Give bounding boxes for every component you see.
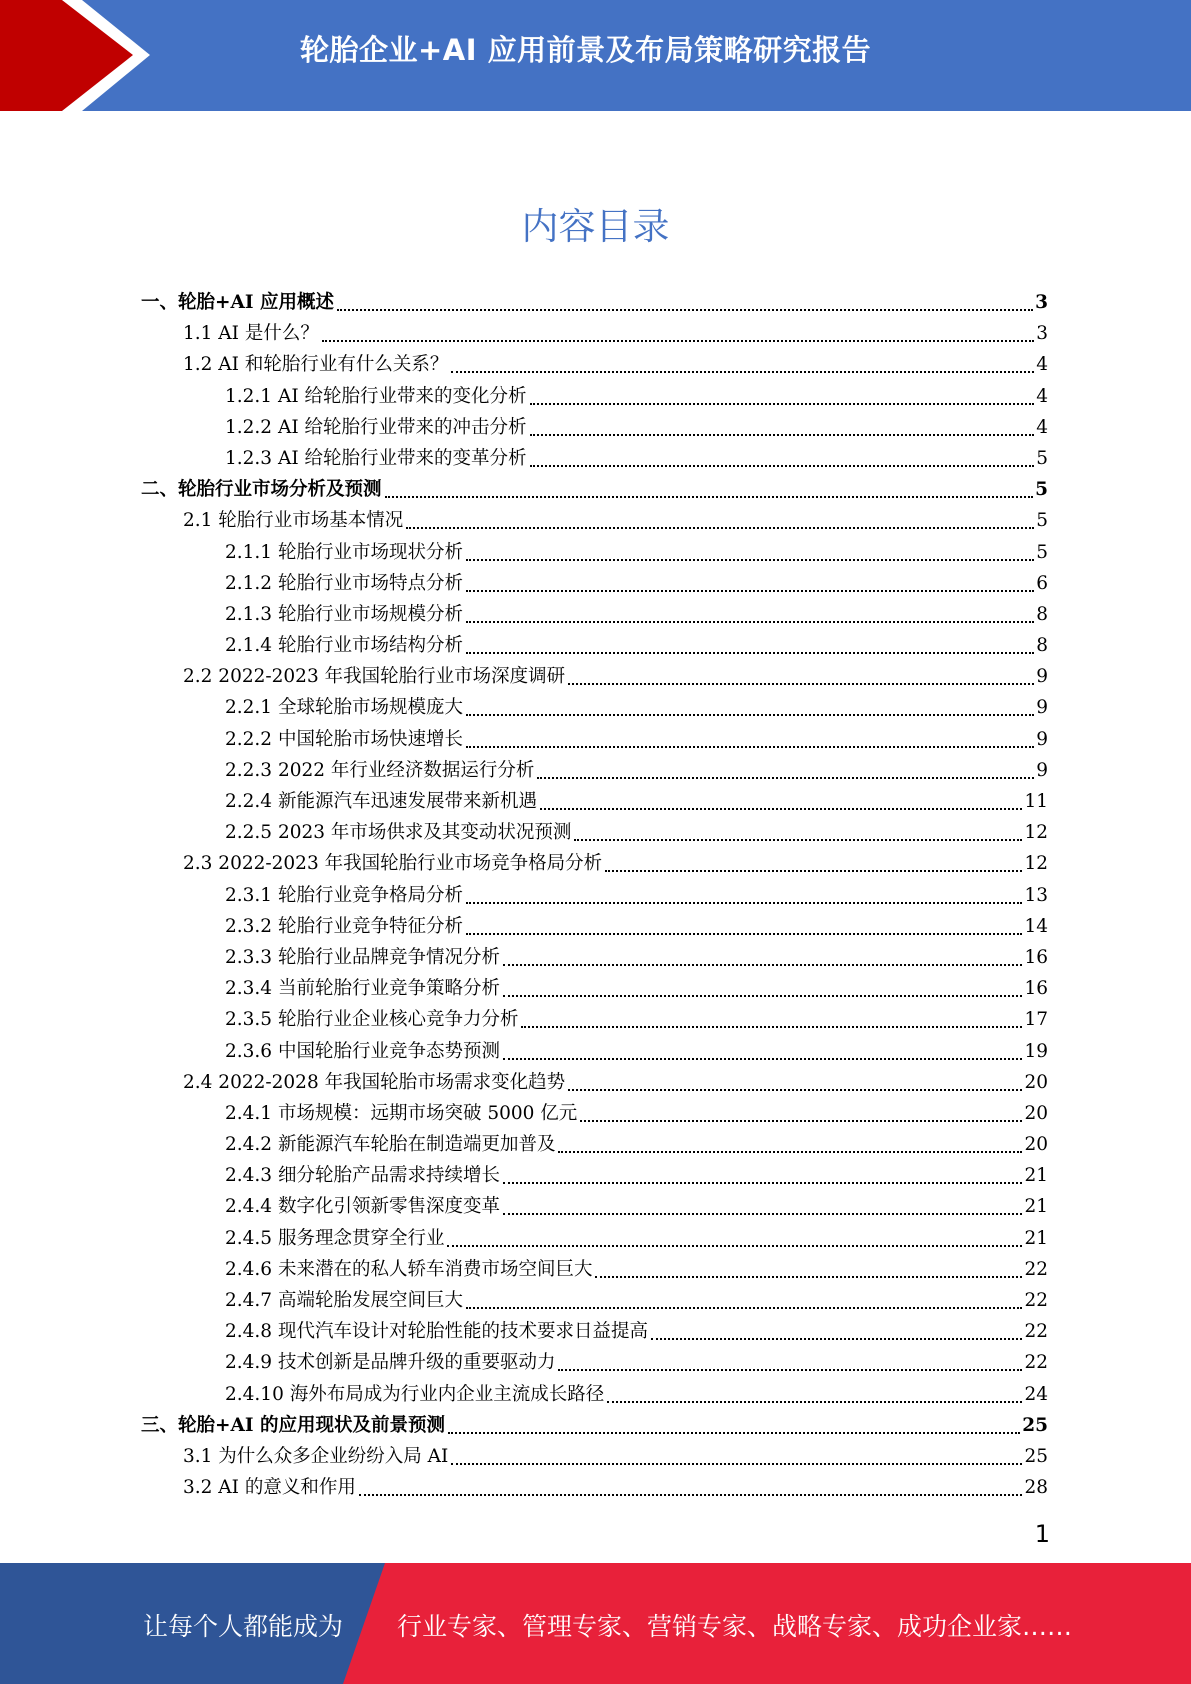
toc-entry-page: 22 [1024,1258,1048,1280]
toc-dot-leader [447,1225,1022,1247]
report-title: 轮胎企业+AI 应用前景及布局策略研究报告 [300,33,872,67]
toc-dot-leader [574,819,1022,841]
toc-entry-title: 1.2.1 AI 给轮胎行业带来的变化分析 [225,385,527,407]
toc-entry[interactable] [141,754,1048,785]
toc-entry-page: 25 [1024,1445,1048,1467]
toc-dot-leader [448,1412,1020,1434]
toc-dot-leader [540,788,1022,810]
toc-entry-page: 4 [1036,385,1048,407]
toc-entry-page: 3 [1035,292,1048,313]
toc-entry-title: 2.2.3 2022 年行业经济数据运行分析 [225,759,535,781]
toc-entry-page: 16 [1024,946,1048,968]
toc-dot-leader [466,539,1034,561]
toc-entry-page: 19 [1024,1040,1048,1062]
toc-entry-page: 24 [1024,1383,1048,1405]
toc-entry-page: 22 [1024,1290,1048,1311]
toc-entry[interactable] [141,941,1048,972]
toc-entry-page: 17 [1024,1009,1048,1031]
toc-entry-page: 4 [1036,354,1048,376]
toc-dot-leader [503,975,1022,997]
toc-entry[interactable] [141,1222,1048,1253]
toc-entry-title: 3.2 AI 的意义和作用 [183,1477,356,1499]
toc-entry-page: 13 [1024,884,1048,906]
toc-entry[interactable] [141,473,1048,504]
toc-dot-leader [530,383,1035,405]
toc-entry[interactable] [141,1253,1048,1284]
toc-entry-title: 三、轮胎+AI 的应用现状及前景预测 [141,1414,445,1436]
toc-entry-title: 2.2 2022-2023 年我国轮胎行业市场深度调研 [183,666,566,688]
toc-dot-leader [558,1131,1022,1153]
toc-entry-title: 2.3.4 当前轮胎行业竞争策略分析 [225,978,500,1000]
toc-dot-leader [521,1006,1022,1028]
toc-entry[interactable] [141,629,1048,660]
toc-entry[interactable] [141,598,1048,629]
toc-entry[interactable] [141,1097,1048,1128]
toc-entry-page: 5 [1036,541,1048,563]
toc-dot-leader [385,476,1034,498]
toc-dot-leader [530,445,1035,467]
toc-entry-title: 二、轮胎行业市场分析及预测 [141,479,382,501]
toc-entry-title: 一、轮胎+AI 应用概述 [141,292,334,313]
toc-dot-leader [466,632,1034,654]
toc-dot-leader [503,1038,1022,1060]
toc-entry-title: 2.1.2 轮胎行业市场特点分析 [225,572,463,594]
toc-entry-page: 8 [1036,603,1048,625]
toc-entry-title: 2.2.5 2023 年市场供求及其变动状况预测 [225,822,572,844]
toc-entry[interactable] [141,1284,1048,1315]
toc-entry[interactable] [141,504,1048,535]
toc-dot-leader [651,1318,1022,1340]
toc-entry-page: 21 [1024,1227,1048,1249]
toc-entry-title: 2.3 2022-2023 年我国轮胎行业市场竞争格局分析 [183,853,603,875]
toc-entry[interactable] [141,1003,1048,1034]
toc-entry-title: 2.4.5 服务理念贯穿全行业 [225,1227,445,1249]
toc-entry-title: 2.3.3 轮胎行业品牌竞争情况分析 [225,946,500,968]
toc-entry-page: 9 [1036,666,1048,688]
toc-entry-page: 6 [1036,572,1048,594]
toc-entry-page: 5 [1036,510,1048,532]
toc-entry[interactable] [141,910,1048,941]
toc-entry-page: 12 [1024,822,1048,844]
toc-dot-leader [466,882,1022,904]
footer-slogan-right: 行业专家、管理专家、营销专家、战略专家、成功企业家…… [397,1612,1073,1641]
toc-entry-page: 28 [1024,1477,1048,1499]
toc-entry-page: 9 [1036,728,1048,750]
header-banner [0,0,1191,111]
toc-entry-page: 22 [1024,1321,1048,1343]
toc-dot-leader [503,1162,1022,1184]
toc-entry[interactable] [141,317,1048,348]
toc-dot-leader [537,757,1034,779]
toc-entry-title: 2.2.1 全球轮胎市场规模庞大 [225,697,463,719]
toc-entry[interactable] [141,380,1048,411]
toc-entry[interactable] [141,723,1048,754]
toc-entry-title: 2.3.6 中国轮胎行业竞争态势预测 [225,1040,500,1062]
toc-dot-leader [466,913,1022,935]
toc-entry-title: 2.4.2 新能源汽车轮胎在制造端更加普及 [225,1134,556,1156]
toc-dot-leader [595,1256,1022,1278]
toc-entry-title: 2.4.7 高端轮胎发展空间巨大 [225,1290,463,1311]
toc-entry[interactable] [141,972,1048,1003]
toc-entry-page: 14 [1024,915,1048,937]
toc-dot-leader [466,1287,1022,1309]
toc-entry-page: 11 [1024,791,1048,812]
footer-banner [0,1563,1191,1684]
toc-dot-leader [568,1069,1022,1091]
toc-dot-leader [322,320,1034,342]
toc-dot-leader [466,694,1034,716]
toc-entry[interactable] [141,411,1048,442]
toc-dot-leader [530,414,1035,436]
toc-entry-page: 5 [1035,479,1048,501]
toc-entry-title: 3.1 为什么众多企业纷纷入局 AI [183,1445,449,1467]
toc-entry-title: 2.4 2022-2028 年我国轮胎市场需求变化趋势 [183,1071,566,1093]
toc-entry[interactable] [141,1035,1048,1066]
toc-entry[interactable] [141,691,1048,722]
toc-entry-page: 8 [1036,635,1048,657]
toc-dot-leader [503,944,1022,966]
toc-heading: 内容目录 [521,205,670,248]
toc-entry-page: 16 [1024,978,1048,1000]
toc-entry-page: 25 [1022,1414,1048,1436]
toc-entry[interactable] [141,536,1048,567]
toc-entry[interactable] [141,879,1048,910]
toc-entry-page: 12 [1024,853,1048,875]
toc-entry-page: 5 [1036,447,1048,469]
toc-entry[interactable] [141,348,1048,379]
toc-entry-page: 21 [1024,1196,1048,1218]
toc-entry-page: 20 [1024,1134,1048,1156]
toc-entry[interactable] [141,1471,1048,1502]
toc-entry-page: 20 [1024,1071,1048,1093]
table-of-contents [141,286,1048,1502]
toc-entry-page: 22 [1024,1352,1048,1374]
toc-entry[interactable] [141,286,1048,317]
toc-entry[interactable] [141,1159,1048,1190]
toc-entry-title: 2.1 轮胎行业市场基本情况 [183,510,404,532]
page-number: 1 [1034,1520,1050,1548]
toc-entry-title: 1.2 AI 和轮胎行业有什么关系？ [183,354,449,376]
toc-dot-leader [558,1349,1022,1371]
toc-dot-leader [451,351,1034,373]
toc-dot-leader [406,507,1034,529]
toc-entry-title: 2.3.5 轮胎行业企业核心竞争力分析 [225,1009,519,1031]
toc-entry-title: 2.4.9 技术创新是品牌升级的重要驱动力 [225,1352,556,1374]
toc-entry-title: 1.1 AI 是什么？ [183,323,319,345]
toc-dot-leader [359,1474,1023,1496]
footer-slogan-left: 让每个人都能成为 [143,1612,344,1641]
toc-entry-title: 2.4.1 市场规模：远期市场突破 5000 亿元 [225,1102,578,1124]
toc-dot-leader [605,850,1022,872]
toc-entry-title: 2.4.6 未来潜在的私人轿车消费市场空间巨大 [225,1258,593,1280]
toc-dot-leader [568,663,1034,685]
toc-dot-leader [337,289,1033,311]
toc-dot-leader [466,726,1034,748]
toc-entry-title: 2.2.4 新能源汽车迅速发展带来新机遇 [225,791,537,812]
toc-entry-title: 2.2.2 中国轮胎市场快速增长 [225,728,463,750]
toc-dot-leader [580,1100,1022,1122]
toc-dot-leader [607,1381,1022,1403]
toc-entry-page: 9 [1036,697,1048,719]
toc-entry-title: 2.4.10 海外布局成为行业内企业主流成长路径 [225,1383,605,1405]
toc-entry[interactable] [141,816,1048,847]
toc-entry[interactable] [141,1346,1048,1377]
toc-entry[interactable] [141,1066,1048,1097]
toc-entry-title: 2.3.2 轮胎行业竞争特征分析 [225,915,463,937]
toc-entry[interactable] [141,442,1048,473]
toc-entry[interactable] [141,1440,1048,1471]
toc-entry-title: 2.3.1 轮胎行业竞争格局分析 [225,884,463,906]
toc-entry-page: 21 [1024,1165,1048,1187]
toc-dot-leader [466,601,1034,623]
toc-dot-leader [503,1193,1022,1215]
toc-entry-page: 20 [1024,1102,1048,1124]
toc-entry[interactable] [141,1378,1048,1409]
toc-entry-title: 2.1.1 轮胎行业市场现状分析 [225,541,463,563]
toc-entry[interactable] [141,660,1048,691]
toc-entry[interactable] [141,1190,1048,1221]
toc-entry-title: 2.4.4 数字化引领新零售深度变革 [225,1196,500,1218]
toc-entry-title: 2.1.4 轮胎行业市场结构分析 [225,635,463,657]
toc-entry[interactable] [141,1128,1048,1159]
toc-entry-title: 2.4.8 现代汽车设计对轮胎性能的技术要求日益提高 [225,1321,648,1343]
toc-entry[interactable] [141,1409,1048,1440]
toc-dot-leader [451,1443,1022,1465]
toc-entry-title: 2.4.3 细分轮胎产品需求持续增长 [225,1165,500,1187]
toc-entry[interactable] [141,1315,1048,1346]
toc-entry-page: 3 [1036,323,1048,345]
toc-dot-leader [466,570,1034,592]
toc-entry[interactable] [141,567,1048,598]
toc-entry-page: 4 [1036,416,1048,438]
toc-entry-title: 1.2.2 AI 给轮胎行业带来的冲击分析 [225,416,527,438]
toc-entry-page: 9 [1036,759,1048,781]
toc-entry-title: 1.2.3 AI 给轮胎行业带来的变革分析 [225,447,527,469]
toc-entry[interactable] [141,847,1048,878]
toc-entry[interactable] [141,785,1048,816]
toc-entry-title: 2.1.3 轮胎行业市场规模分析 [225,603,463,625]
